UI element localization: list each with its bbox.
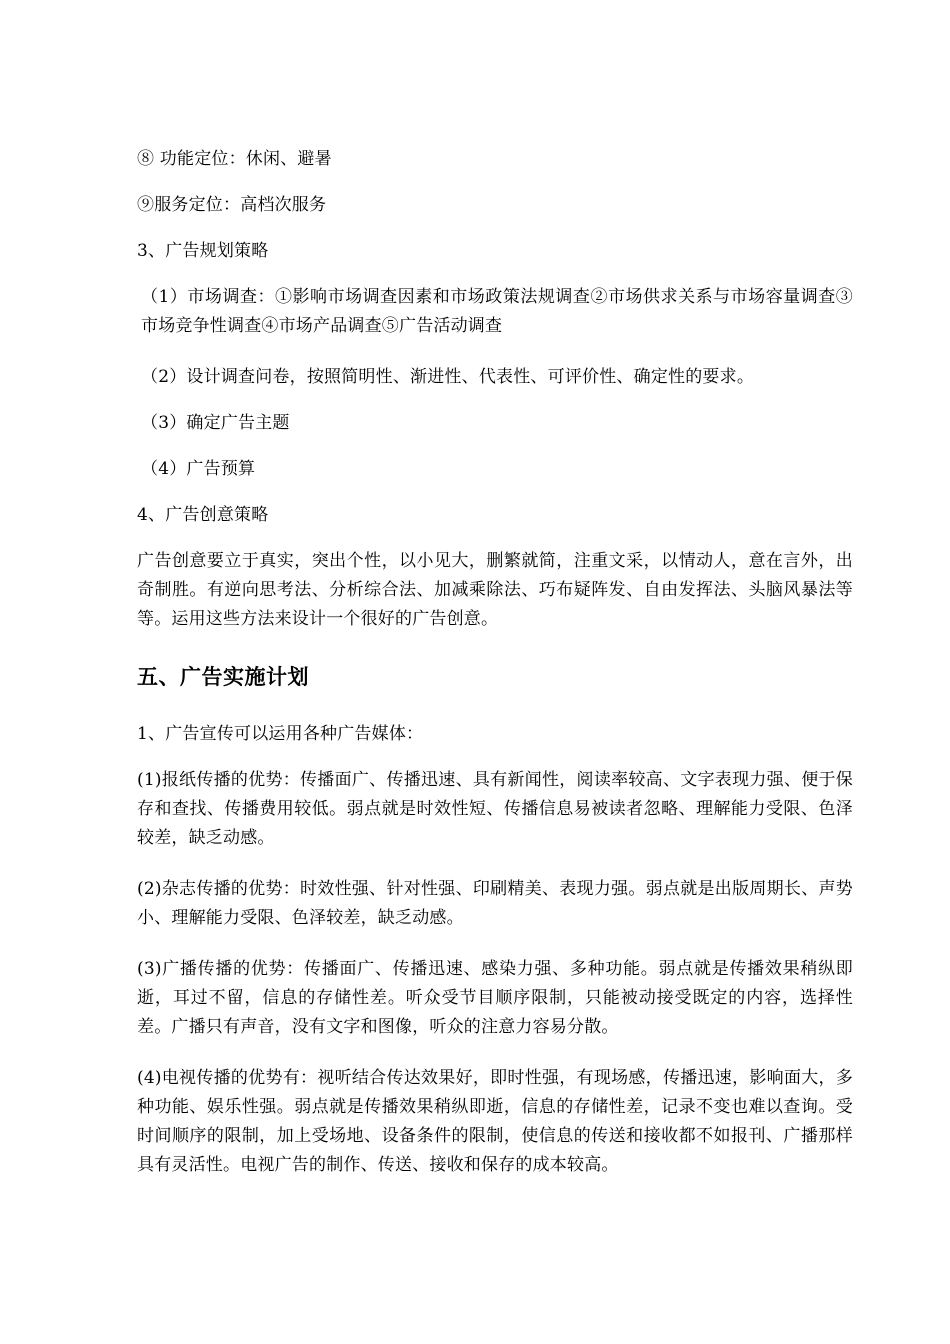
television-paragraph: (4)电视传播的优势有：视听结合传达效果好，即时性强，有现场感，传播迅速，影响面大，多种功能、娱乐性强。弱点就是传播效果稍纵即逝，信息的存储性差，记录不变也难以查询。受时间顺序的限制，加上受场地、设备条件的限制，使信息的传送和接收都不如报刊、广播那样具有灵活性。电视广告的制作、传送、接收和保存的成本较高。 [137,1068,853,1175]
service-position-line: ⑨服务定位：高档次服务 [137,195,327,215]
ad-planning-title: 3、广告规划策略 [137,241,269,261]
section-heading: 五、广告实施计划 [137,665,309,689]
ad-budget-item: （4）广告预算 [141,459,256,479]
questionnaire-item: （2）设计调查问卷，按照简明性、渐进性、代表性、可评价性、确定性的要求。 [141,367,755,387]
creative-strategy-body: 广告创意要立于真实，突出个性，以小见大，删繁就简，注重文采，以情动人，意在言外，出奇制胜。有逆向思考法、分析综合法、加减乘除法、巧布疑阵发、自由发挥法、头脑风暴法等等。运用这些方法来设计一个很好的广告创意。 [137,551,853,629]
function-position-line: ⑧ 功能定位：休闲、避暑 [137,149,332,169]
media-intro-line: 1、广告宣传可以运用各种广告媒体： [137,724,424,744]
creative-strategy-title: 4、广告创意策略 [137,505,269,525]
magazine-paragraph: (2)杂志传播的优势：时效性强、针对性强、印刷精美、表现力强。弱点就是出版周期长、声势小、理解能力受限、色泽较差，缺乏动感。 [137,879,853,928]
page-content [137,145,853,1202]
radio-paragraph: (3)广播传播的优势：传播面广、传播迅速、感染力强、多种功能。弱点就是传播效果稍纵即逝，耳过不留，信息的存储性差。听众受节目顺序限制，只能被动接受既定的内容，选择性差。广播只有声音，没有文字和图像，听众的注意力容易分散。 [137,959,853,1037]
market-survey-item: （1）市场调查：①影响市场调查因素和市场政策法规调查②市场供求关系与市场容量调查③市场竞争性调查④市场产品调查⑤广告活动调查 [141,287,853,336]
newspaper-paragraph: (1)报纸传播的优势：传播面广、传播迅速、具有新闻性，阅读率较高、文字表现力强、便于保存和查找、传播费用较低。弱点就是时效性短、传播信息易被读者忽略、理解能力受限、色泽较差，缺乏动感。 [137,770,853,848]
ad-theme-item: （3）确定广告主题 [141,413,290,433]
